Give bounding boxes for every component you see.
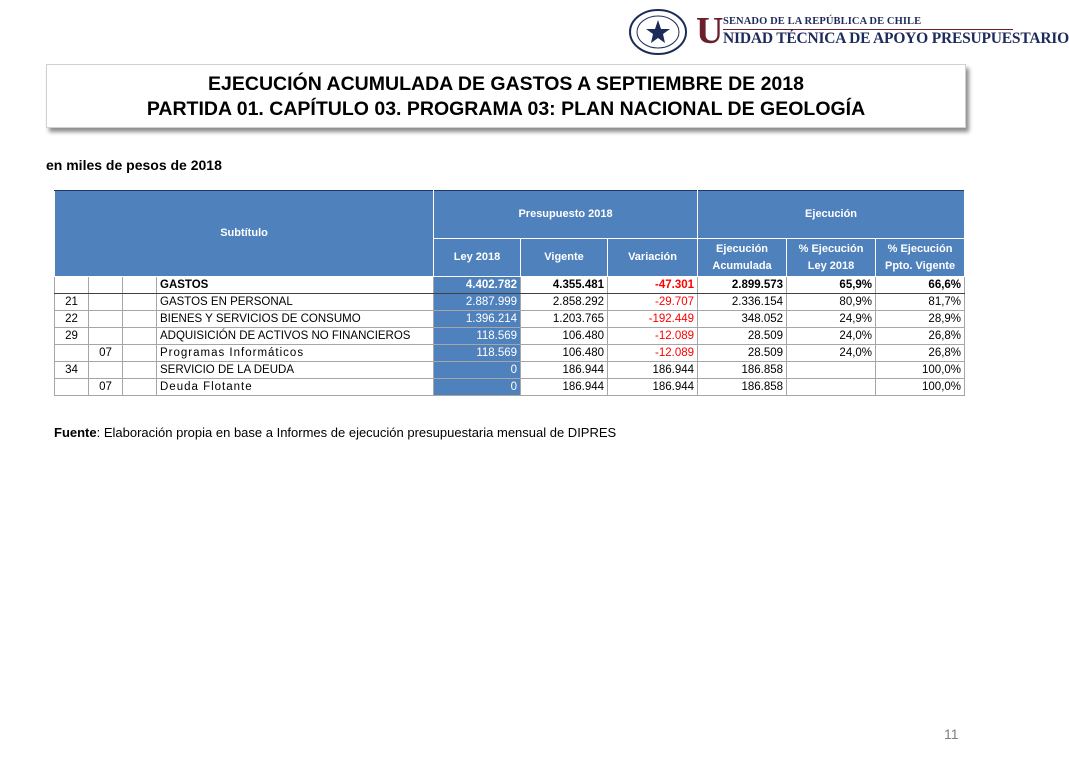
table-row: [55, 294, 965, 311]
cell-name: Programas Informáticos: [157, 345, 434, 362]
cell-pct-ley: 80,9%: [787, 294, 876, 311]
cell-ley: 1.396.214: [434, 311, 521, 328]
cell-pct-vigente: 26,8%: [876, 345, 965, 362]
cell-pct-vigente: 100,0%: [876, 362, 965, 379]
cell-item: [89, 362, 123, 379]
header-variacion: Variación: [608, 239, 698, 277]
cell-subtitulo: [55, 277, 89, 294]
title-line-2: PARTIDA 01. CAPÍTULO 03. PROGRAMA 03: PLAN NACIONAL DE GEOLOGÍA: [146, 98, 866, 120]
cell-variacion: 186.944: [608, 362, 698, 379]
cell-ley: 4.402.782: [434, 277, 521, 294]
cell-item: 07: [89, 345, 123, 362]
header-presupuesto: Presupuesto 2018: [434, 191, 698, 239]
cell-name: ADQUISICIÓN DE ACTIVOS NO FINANCIEROS: [157, 328, 434, 345]
cell-ejecucion: 28.509: [698, 345, 787, 362]
cell-ley: 0: [434, 379, 521, 396]
source-label: Fuente: [54, 425, 97, 440]
table-row: [55, 277, 965, 294]
header-ley: Ley 2018: [434, 239, 521, 277]
cell-blank: [123, 294, 157, 311]
cell-ley: 118.569: [434, 345, 521, 362]
cell-item: [89, 311, 123, 328]
cell-name: BIENES Y SERVICIOS DE CONSUMO: [157, 311, 434, 328]
cell-pct-vigente: 81,7%: [876, 294, 965, 311]
cell-subtitulo: 21: [55, 294, 89, 311]
source-text: : Elaboración propia en base a Informes de ejecución presupuestaria mensual de DIPRES: [96, 425, 617, 440]
cell-vigente: 106.480: [521, 328, 608, 345]
logo-unit-text: NIDAD TÉCNICA DE APOYO PRESUPUESTARIO: [723, 30, 1069, 47]
units-caption: en miles de pesos de 2018: [46, 157, 222, 173]
cell-ejecucion: 186.858: [698, 362, 787, 379]
cell-item: 07: [89, 379, 123, 396]
cell-pct-ley: 65,9%: [787, 277, 876, 294]
table-row: [55, 345, 965, 362]
cell-vigente: 1.203.765: [521, 311, 608, 328]
header-ejecucion: Ejecución: [698, 191, 965, 239]
cell-pct-ley: 24,0%: [787, 328, 876, 345]
cell-subtitulo: 34: [55, 362, 89, 379]
logo-senate-text: SENADO DE LA REPÚBLICA DE CHILE: [723, 16, 922, 27]
cell-item: [89, 294, 123, 311]
cell-variacion: -12.089: [608, 345, 698, 362]
logo-letter-u: U: [696, 10, 724, 52]
table-row: [55, 362, 965, 379]
cell-ejecucion: 2.336.154: [698, 294, 787, 311]
cell-name: GASTOS EN PERSONAL: [157, 294, 434, 311]
cell-pct-ley: [787, 379, 876, 396]
cell-pct-ley: [787, 362, 876, 379]
cell-vigente: 186.944: [521, 379, 608, 396]
cell-variacion: -47.301: [608, 277, 698, 294]
title-box: [46, 64, 966, 128]
cell-vigente: 2.858.292: [521, 294, 608, 311]
cell-ejecucion: 28.509: [698, 328, 787, 345]
cell-variacion: -192.449: [608, 311, 698, 328]
table-row: [55, 328, 965, 345]
cell-blank: [123, 379, 157, 396]
cell-blank: [123, 311, 157, 328]
cell-variacion: -29.707: [608, 294, 698, 311]
cell-ley: 0: [434, 362, 521, 379]
cell-ejecucion: 2.899.573: [698, 277, 787, 294]
cell-vigente: 106.480: [521, 345, 608, 362]
header-vigente: Vigente: [521, 239, 608, 277]
cell-blank: [123, 362, 157, 379]
cell-blank: [123, 328, 157, 345]
budget-table: [54, 190, 965, 396]
cell-name: GASTOS: [157, 277, 434, 294]
unit-logo: [628, 8, 1069, 56]
cell-item: [89, 328, 123, 345]
cell-item: [89, 277, 123, 294]
header-ejec-acumulada: Ejecución Acumulada: [698, 239, 787, 277]
cell-pct-ley: 24,0%: [787, 345, 876, 362]
cell-subtitulo: [55, 345, 89, 362]
cell-name: SERVICIO DE LA DEUDA: [157, 362, 434, 379]
cell-variacion: -12.089: [608, 328, 698, 345]
cell-pct-vigente: 100,0%: [876, 379, 965, 396]
cell-subtitulo: 29: [55, 328, 89, 345]
source-note: [54, 425, 616, 440]
page-number: 11: [944, 726, 959, 742]
cell-vigente: 186.944: [521, 362, 608, 379]
cell-pct-vigente: 28,9%: [876, 311, 965, 328]
cell-ley: 2.887.999: [434, 294, 521, 311]
cell-name: Deuda Flotante: [157, 379, 434, 396]
cell-pct-vigente: 26,8%: [876, 328, 965, 345]
cell-pct-ley: 24,9%: [787, 311, 876, 328]
senate-seal-icon: [628, 8, 692, 56]
header-pct-ley: % Ejecución Ley 2018: [787, 239, 876, 277]
cell-variacion: 186.944: [608, 379, 698, 396]
header-pct-vigente: % Ejecución Ppto. Vigente: [876, 239, 965, 277]
table-row: [55, 311, 965, 328]
header-subtitulo: Subtítulo: [55, 191, 434, 277]
table-row: [55, 379, 965, 396]
cell-ley: 118.569: [434, 328, 521, 345]
cell-ejecucion: 186.858: [698, 379, 787, 396]
cell-blank: [123, 277, 157, 294]
cell-subtitulo: [55, 379, 89, 396]
cell-ejecucion: 348.052: [698, 311, 787, 328]
cell-blank: [123, 345, 157, 362]
cell-pct-vigente: 66,6%: [876, 277, 965, 294]
title-line-1: EJECUCIÓN ACUMULADA DE GASTOS A SEPTIEMBRE DE 2018: [208, 73, 804, 95]
cell-vigente: 4.355.481: [521, 277, 608, 294]
cell-subtitulo: 22: [55, 311, 89, 328]
